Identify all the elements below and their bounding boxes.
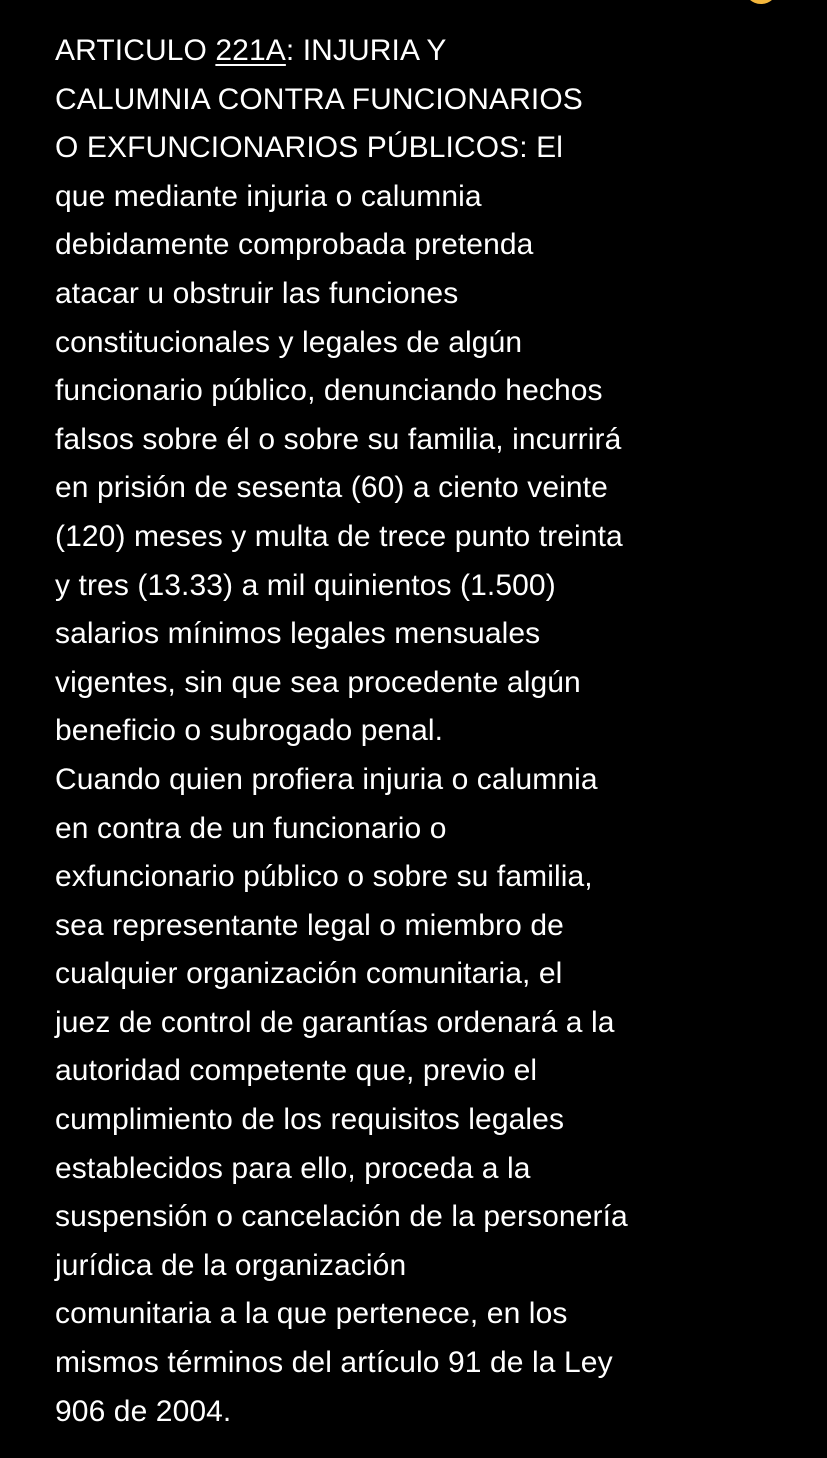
note-line: y tres (13.33) a mil quinientos (1.500) [55,568,556,602]
note-line: sea representante legal o miembro de [55,908,564,942]
note-line: cumplimiento de los requisitos legales [55,1103,565,1137]
note-line: O EXFUNCIONARIOS PÚBLICOS: El [55,131,563,165]
note-line: salarios mínimos legales mensuales [55,617,541,651]
note-line: (120) meses y multa de trece punto treinta [55,519,623,553]
article-number-link[interactable]: 221A [215,34,286,67]
title-suffix: : INJURIA Y [285,34,447,67]
note-line: exfuncionario público o sobre su familia, [55,860,593,894]
note-line: que mediante injuria o calumnia [55,179,482,213]
note-line: vigentes, sin que sea procedente algún [55,665,581,699]
note-title-line [55,27,755,76]
note-line: mismos términos del artículo 91 de la Ley [55,1346,613,1380]
note-line: juez de control de garantías ordenará a la [55,1005,615,1039]
note-line: funcionario público, denunciando hechos [55,374,603,408]
title-prefix: ARTICULO [55,34,216,67]
note-line: falsos sobre él o sobre su familia, incurrirá [55,422,622,456]
note-line: jurídica de la organización [55,1248,407,1282]
note-line: Cuando quien profiera injuria o calumnia [55,762,598,796]
note-line: cualquier organización comunitaria, el [55,957,563,991]
note-line: en contra de un funcionario o [55,811,447,845]
note-line: constitucionales y legales de algún [55,325,523,359]
note-line: CALUMNIA CONTRA FUNCIONARIOS [55,82,583,116]
note-line: comunitaria a la que pertenece, en los [55,1297,568,1331]
note-line: beneficio o subrogado penal. [55,714,444,748]
note-line: debidamente comprobada pretenda [55,228,534,262]
note-body[interactable] [55,27,755,1436]
note-line: establecidos para ello, proceda a la [55,1151,531,1185]
status-indicator [744,0,778,4]
note-line: en prisión de sesenta (60) a ciento veinte [55,471,608,505]
note-line: autoridad competente que, previo el [55,1054,538,1088]
note-line: suspensión o cancelación de la personería [55,1200,628,1234]
note-line: 906 de 2004. [55,1394,232,1428]
note-line: atacar u obstruir las funciones [55,276,459,310]
